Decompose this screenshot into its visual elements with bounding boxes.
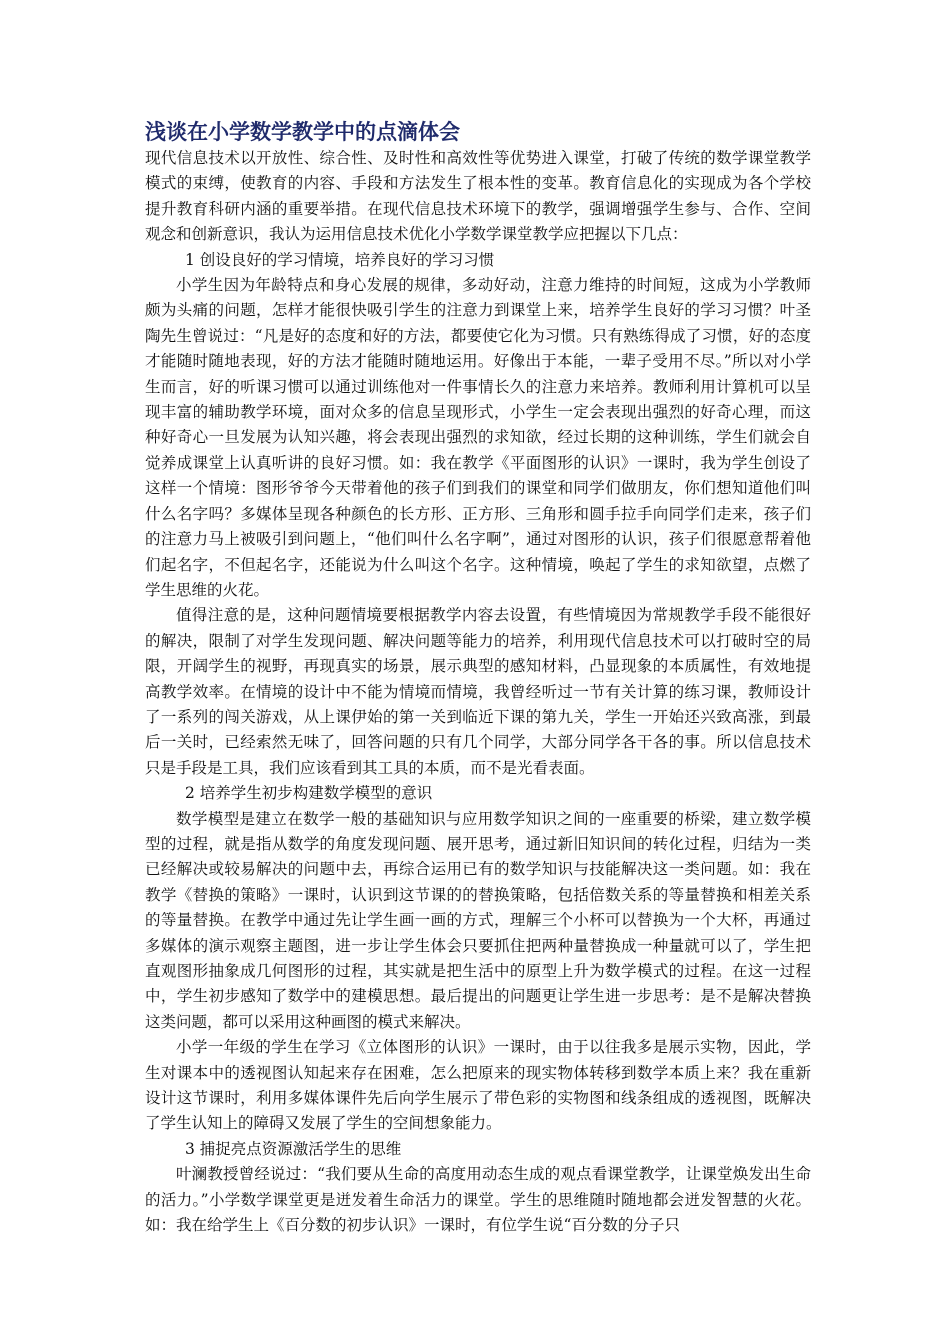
section-2-heading: 2 培养学生初步构建数学模型的意识 xyxy=(185,784,433,803)
section-3-heading: 3 捕捉亮点资源激活学生的思维 xyxy=(185,1139,402,1158)
intro-paragraph: 现代信息技术以开放性、综合性、及时性和高效性等优势进入课堂，打破了传统的数学课堂教学模式的束缚，使教育的内容、手段和方法发生了根本性的变革。教育信息化的实现成为各个学校提升教育科研内涵的重要举措。在现代信息技术环境下的教学，强调增强学生参与、合作、空间观念和创新意识，我认为运用信息技术优化小学数学课堂教学应把握以下几点： xyxy=(145,149,811,244)
section-2 xyxy=(145,781,811,1137)
section-1-paragraph-1: 小学生因为年龄特点和身心发展的规律，多动好动，注意力维持的时间短，这成为小学教师颇为头痛的问题，怎样才能很快吸引学生的注意力到课堂上来，培养学生良好的学习习惯？叶圣陶先生曾说过：“凡是好的态度和好的方法，都要使它化为习惯。只有熟练得成了习惯，好的态度才能随时随地表现，好的方法才能随时随地运用。好像出于本能，一辈子受用不尽。”所以对小学生而言，好的听课习惯可以通过训练他对一件事情长久的注意力来培养。教师利用计算机可以呈现丰富的辅助教学环境，面对众多的信息呈现形式，小学生一定会表现出强烈的好奇心理，而这种好奇心一旦发展为认知兴趣，将会表现出强烈的求知欲，经过长期的这种训练，学生们就会自觉养成课堂上认真听讲的良好习惯。如：我在教学《平面图形的认识》一课时，我为学生创设了这样一个情境：图形爷爷今天带着他的孩子们到我们的课堂和同学们做朋友，你们想知道他们叫什么名字吗？多媒体呈现各种颜色的长方形、正方形、三角形和圆手拉手向同学们走来，孩子们的注意力马上被吸引到问题上，“他们叫什么名字啊”，通过对图形的认识，孩子们很愿意帮着他们起名字，不但起名字，还能说为什么叫这个名字。这种情境，唤起了学生的求知欲望，点燃了学生思维的火花。 xyxy=(145,276,811,599)
section-1 xyxy=(145,248,811,782)
section-3-paragraph-1: 叶澜教授曾经说过：“我们要从生命的高度用动态生成的观点看课堂教学，让课堂焕发出生命的活力。”小学数学课堂更是迸发着生命活力的课堂。学生的思维随时随地都会迸发智慧的火花。如：我在给学生上《百分数的初步认识》一课时，有位学生说“百分数的分子只 xyxy=(145,1165,811,1235)
section-1-heading: 1 创设良好的学习情境，培养良好的学习习惯 xyxy=(185,250,495,269)
document-title: 浅谈在小学数学教学中的点滴体会 xyxy=(145,120,460,144)
section-2-paragraph-2: 小学一年级的学生在学习《立体图形的认识》一课时，由于以往我多是展示实物，因此，学生对课本中的透视图认知起来存在困难，怎么把原来的现实物体转移到数学本质上来？我在重新设计这节课时，利用多媒体课件先后向学生展示了带色彩的实物图和线条组成的透视图，既解决了学生认知上的障碍又发展了学生的空间想象能力。 xyxy=(145,1038,811,1133)
section-3 xyxy=(145,1137,811,1239)
document-page xyxy=(145,118,811,1238)
section-2-paragraph-1: 数学模型是建立在数学一般的基础知识与应用数学知识之间的一座重要的桥梁，建立数学模型的过程，就是指从数学的角度发现问题、展开思考，通过新旧知识间的转化过程，归结为一类已经解决或较易解决的问题中去，再综合运用已有的数学知识与技能解决这一类问题。如：我在教学《替换的策略》一课时，认识到这节课的的替换策略，包括倍数关系的等量替换和相差关系的等量替换。在教学中通过先让学生画一画的方式，理解三个小杯可以替换为一个大杯，再通过多媒体的演示观察主题图，进一步让学生体会只要抓住把两种量替换成一种量就可以了，学生把直观图形抽象成几何图形的过程，其实就是把生活中的原型上升为数学模式的过程。在这一过程中，学生初步感知了数学中的建模思想。最后提出的问题更让学生进一步思考：是不是解决替换这类问题，都可以采用这种画图的模式来解决。 xyxy=(145,809,811,1031)
section-1-paragraph-2: 值得注意的是，这种问题情境要根据教学内容去设置，有些情境因为常规教学手段不能很好的解决，限制了对学生发现问题、解决问题等能力的培养，利用现代信息技术可以打破时空的局限，开阔学生的视野，再现真实的场景，展示典型的感知材料，凸显现象的本质属性，有效地提高教学效率。在情境的设计中不能为情境而情境，我曾经听过一节有关计算的练习课，教师设计了一系列的闯关游戏，从上课伊始的第一关到临近下课的第九关，学生一开始还兴致高涨，到最后一关时，已经索然无味了，回答问题的只有几个同学，大部分同学各干各的事。所以信息技术只是手段是工具，我们应该看到其工具的本质，而不是光看表面。 xyxy=(145,606,811,777)
